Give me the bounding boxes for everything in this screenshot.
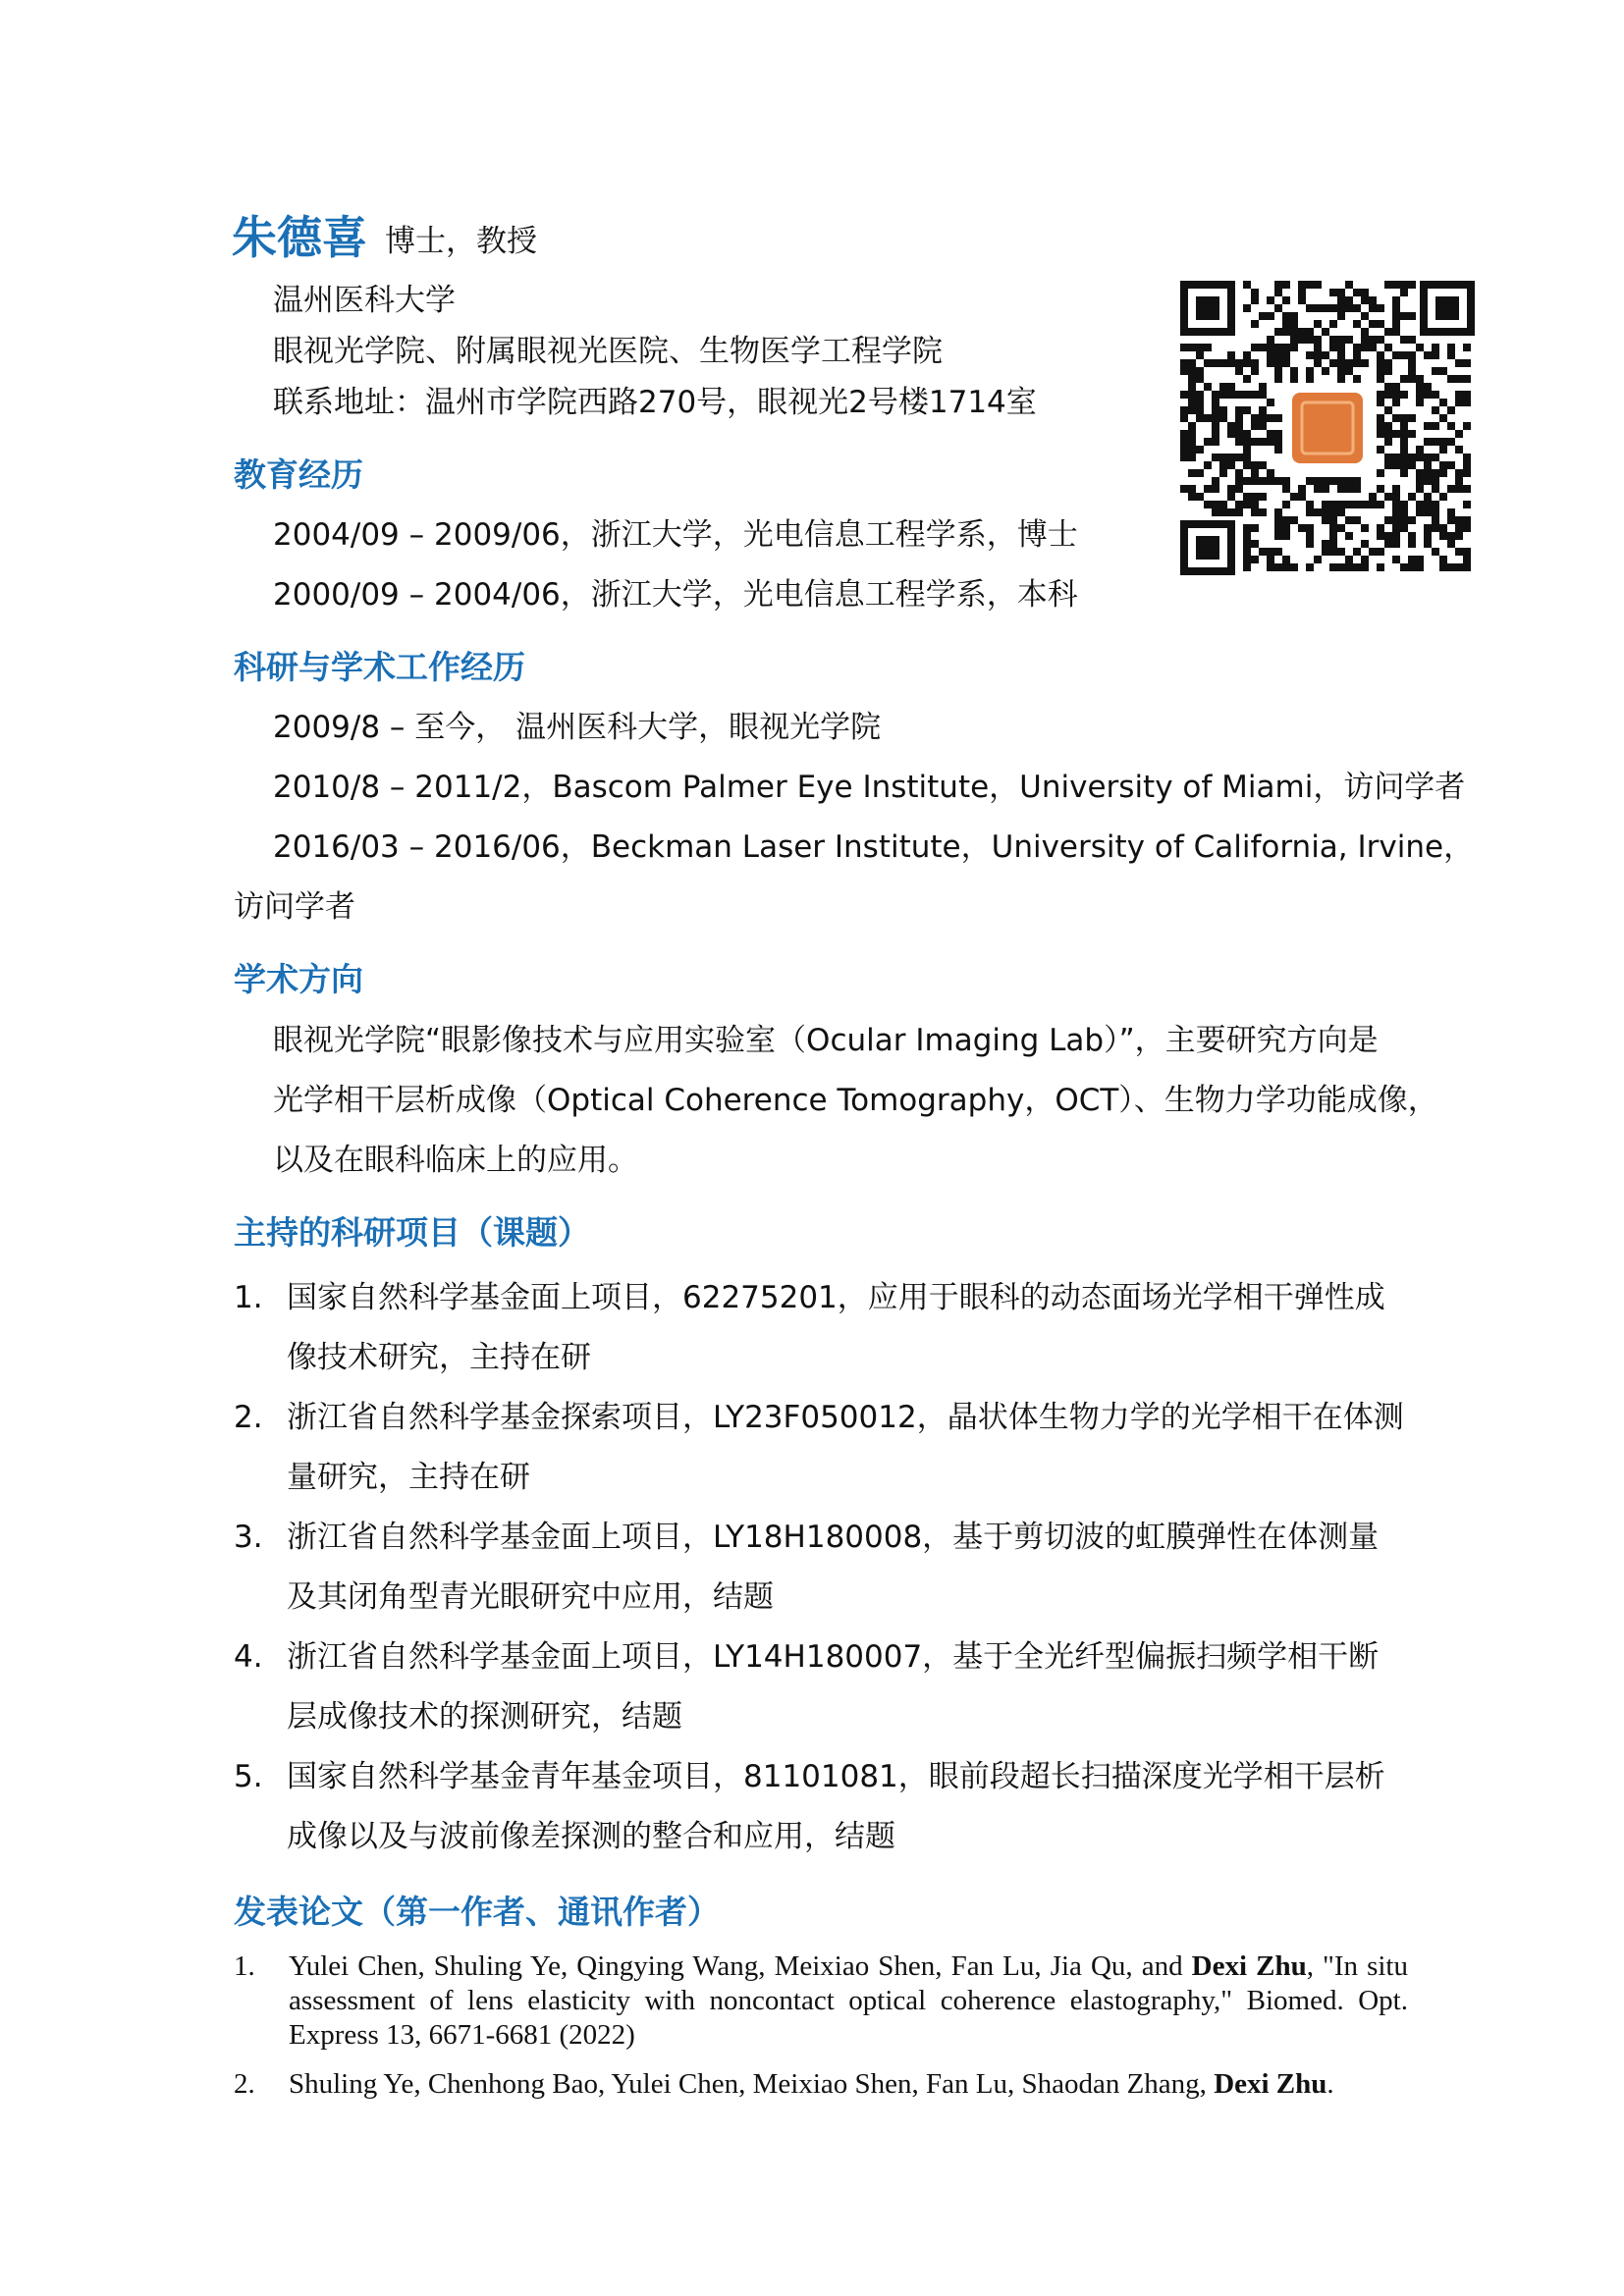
- affiliation: 温州医科大学: [273, 283, 456, 318]
- qr-code-image: [1180, 281, 1475, 575]
- research-text-line: 光学相干层析成像（Optical Coherence Tomography，OCT）、生物力学功能成像，: [273, 1083, 1438, 1118]
- project-number: 2.: [234, 1400, 263, 1435]
- education-item: 2004/09 – 2009/06，浙江大学，光电信息工程学系，博士: [273, 517, 1078, 553]
- project-text: 国家自然科学基金青年基金项目，81101081，眼前段超长扫描深度光学相干层析成像以及与波前像差探测的整合和应用，结题: [287, 1759, 1385, 1854]
- project-text: 浙江省自然科学基金探索项目，LY23F050012，晶状体生物力学的光学相干在体测量研究，主持在研: [287, 1400, 1404, 1495]
- research-heading: 学术方向: [234, 960, 363, 998]
- project-text: 国家自然科学基金面上项目，62275201，应用于眼科的动态面场光学相干弹性成像技术研究，主持在研: [287, 1280, 1385, 1375]
- project-text: 浙江省自然科学基金面上项目，LY14H180007，基于全光纤型偏振扫频学相干断层成像技术的探测研究，结题: [287, 1639, 1380, 1735]
- research-text-line: 眼视光学院“眼影像技术与应用实验室（Ocular Imaging Lab）”，主要研究方向是: [273, 1023, 1379, 1058]
- departments: 眼视光学院、附属眼视光医院、生物医学工程学院: [273, 334, 943, 369]
- project-text: 浙江省自然科学基金面上项目，LY18H180008，基于剪切波的虹膜弹性在体测量及其闭角型青光眼研究中应用，结题: [287, 1520, 1380, 1615]
- person-title: 博士，教授: [385, 224, 537, 259]
- publication-highlight-author: Dexi Zhu: [1191, 1950, 1307, 1982]
- experience-item: 2010/8 – 2011/2，Bascom Palmer Eye Institute，University of Miami，访问学者: [273, 770, 1466, 805]
- publication-number: 2.: [234, 2068, 255, 2100]
- publication-entry: [289, 1949, 1408, 2053]
- publication-details: .: [1326, 2068, 1334, 2100]
- publication-authors: Yulei Chen, Shuling Ye, Qingying Wang, Meixiao Shen, Fan Lu, Jia Qu, and: [289, 1950, 1192, 1982]
- experience-heading: 科研与学术工作经历: [234, 648, 525, 686]
- address: 联系地址：温州市学院西路270号，眼视光2号楼1714室: [273, 385, 1037, 420]
- publication-number: 1.: [234, 1950, 255, 1982]
- publication-entry: [289, 2067, 1408, 2102]
- education-heading: 教育经历: [234, 455, 363, 494]
- experience-item-continued: 访问学者: [234, 889, 355, 925]
- research-text-line: 以及在眼科临床上的应用。: [273, 1143, 638, 1178]
- publication-authors: Shuling Ye, Chenhong Bao, Yulei Chen, Meixiao Shen, Fan Lu, Shaodan Zhang,: [289, 2068, 1215, 2100]
- person-name: 朱德喜: [232, 211, 367, 264]
- project-number: 5.: [234, 1759, 263, 1794]
- publication-highlight-author: Dexi Zhu: [1214, 2068, 1327, 2100]
- projects-heading: 主持的科研项目（课题）: [234, 1213, 590, 1252]
- experience-item: 2016/03 – 2016/06，Beckman Laser Institute，University of California, Irvine，: [273, 829, 1475, 865]
- publication-details: , "In situ assessment of lens elasticity with noncontact optical coherence elastography," Biomed. Opt. Express 13, 6671-6681 (2022): [289, 1950, 1408, 2051]
- project-number: 4.: [234, 1639, 263, 1675]
- project-number: 1.: [234, 1280, 263, 1315]
- experience-item: 2009/8 – 至今， 温州医科大学，眼视光学院: [273, 710, 882, 745]
- publications-heading: 发表论文（第一作者、通讯作者）: [234, 1893, 720, 1931]
- education-item: 2000/09 – 2004/06，浙江大学，光电信息工程学系，本科: [273, 577, 1078, 613]
- project-number: 3.: [234, 1520, 263, 1555]
